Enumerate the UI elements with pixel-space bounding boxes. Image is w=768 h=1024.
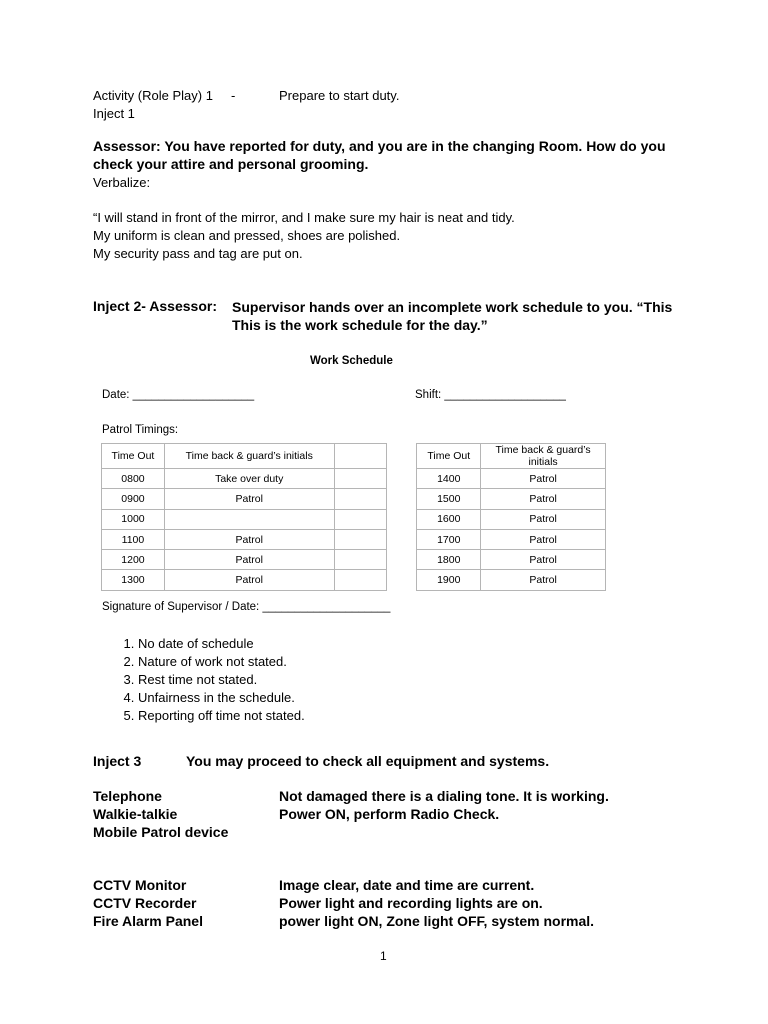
equipment-name: Walkie-talkie	[93, 806, 178, 822]
table-cell	[334, 550, 387, 570]
header-time-back-left: Time back & guard’s initials	[164, 444, 334, 469]
patrol-timings-label: Patrol Timings:	[102, 424, 179, 436]
table-cell	[334, 570, 387, 590]
table-header-row	[102, 444, 606, 469]
list-item: 5. Reporting off time not stated.	[138, 707, 305, 725]
inject3-label: Inject 3	[93, 753, 142, 769]
table-cell: Patrol	[481, 529, 606, 549]
table-row	[102, 469, 606, 489]
equipment-name: Mobile Patrol device	[93, 824, 229, 840]
list-item: 3. Rest time not stated.	[138, 671, 305, 689]
table-cell: Patrol	[481, 570, 606, 590]
page-number: 1	[380, 949, 387, 963]
table-cell: 1100	[102, 529, 165, 549]
header-blank	[334, 444, 387, 469]
work-schedule-title: Work Schedule	[310, 355, 393, 367]
table-cell: 0800	[102, 469, 165, 489]
activity-dash: -	[231, 88, 236, 103]
table-cell: 1900	[417, 570, 481, 590]
equipment-status: Power ON, perform Radio Check.	[279, 806, 500, 822]
table-gap	[387, 550, 417, 570]
header-time-out-left: Time Out	[102, 444, 165, 469]
table-cell: Patrol	[164, 570, 334, 590]
patrol-timings-table	[101, 443, 606, 591]
table-cell	[164, 509, 334, 529]
verbal-answer-line2: My uniform is clean and pressed, shoes are polished.	[93, 228, 401, 243]
header-time-out-right: Time Out	[417, 444, 481, 469]
table-cell: 1200	[102, 550, 165, 570]
assessor-question-line1: Assessor: You have reported for duty, and you are in the changing Room. How do you	[93, 138, 666, 154]
table-cell: Patrol	[164, 550, 334, 570]
table-cell: 1400	[417, 469, 481, 489]
verbal-answer-line1: “I will stand in front of the mirror, and I make sure my hair is neat and tidy.	[93, 210, 515, 225]
table-row	[102, 529, 606, 549]
table-cell: 1000	[102, 509, 165, 529]
equipment-status: Image clear, date and time are current.	[279, 877, 535, 893]
table-gap	[387, 509, 417, 529]
table-cell	[334, 509, 387, 529]
inject2-line2: This is the work schedule for the day.”	[232, 317, 488, 333]
equipment-name: Telephone	[93, 788, 162, 804]
inject2-text	[232, 298, 672, 334]
table-cell	[334, 469, 387, 489]
equipment-name: CCTV Monitor	[93, 877, 187, 893]
verbal-answer	[93, 209, 515, 263]
list-item: 1. No date of schedule	[138, 635, 305, 653]
table-cell: Patrol	[481, 509, 606, 529]
table-cell: 1700	[417, 529, 481, 549]
schedule-issues-list	[100, 635, 305, 725]
list-item: 4. Unfairness in the schedule.	[138, 689, 305, 707]
equipment-name: Fire Alarm Panel	[93, 913, 203, 929]
table-cell: Patrol	[481, 489, 606, 509]
table-cell: 0900	[102, 489, 165, 509]
equipment-status: Not damaged there is a dialing tone. It is working.	[279, 788, 609, 804]
activity-desc: Prepare to start duty.	[279, 88, 400, 103]
table-cell: Take over duty	[164, 469, 334, 489]
assessor-question	[93, 137, 666, 173]
schedule-date-field: Date: ___________________	[102, 389, 255, 401]
verbalize-label: Verbalize:	[93, 175, 151, 190]
table-cell	[334, 489, 387, 509]
equipment-name: CCTV Recorder	[93, 895, 197, 911]
supervisor-signature-field: Signature of Supervisor / Date: ____________________	[102, 601, 391, 613]
table-row	[102, 489, 606, 509]
table-gap	[387, 469, 417, 489]
inject1-label: Inject 1	[93, 106, 135, 121]
equipment-status: power light ON, Zone light OFF, system normal.	[279, 913, 595, 929]
inject2-line1: Supervisor hands over an incomplete work schedule to you. “This	[232, 299, 673, 315]
table-gap	[387, 570, 417, 590]
assessor-question-line2: check your attire and personal grooming.	[93, 156, 369, 172]
table-row	[102, 550, 606, 570]
list-item: 2. Nature of work not stated.	[138, 653, 305, 671]
activity-label: Activity (Role Play) 1	[93, 88, 213, 103]
table-cell: 1600	[417, 509, 481, 529]
table-cell: 1500	[417, 489, 481, 509]
verbal-answer-line3: My security pass and tag are put on.	[93, 246, 303, 261]
table-gap	[387, 529, 417, 549]
equipment-status: Power light and recording lights are on.	[279, 895, 543, 911]
header-time-back-right: Time back & guard’s initials	[481, 444, 606, 469]
inject3-text: You may proceed to check all equipment and systems.	[186, 753, 550, 769]
table-cell	[334, 529, 387, 549]
table-cell: 1800	[417, 550, 481, 570]
header-gap	[387, 444, 417, 469]
table-cell: Patrol	[481, 469, 606, 489]
inject2-label: Inject 2- Assessor:	[93, 298, 217, 314]
table-row	[102, 570, 606, 590]
schedule-shift-field: Shift: ___________________	[415, 389, 566, 401]
table-cell: Patrol	[164, 489, 334, 509]
table-cell: Patrol	[164, 529, 334, 549]
table-cell: 1300	[102, 570, 165, 590]
table-row	[102, 509, 606, 529]
table-cell: Patrol	[481, 550, 606, 570]
table-gap	[387, 489, 417, 509]
